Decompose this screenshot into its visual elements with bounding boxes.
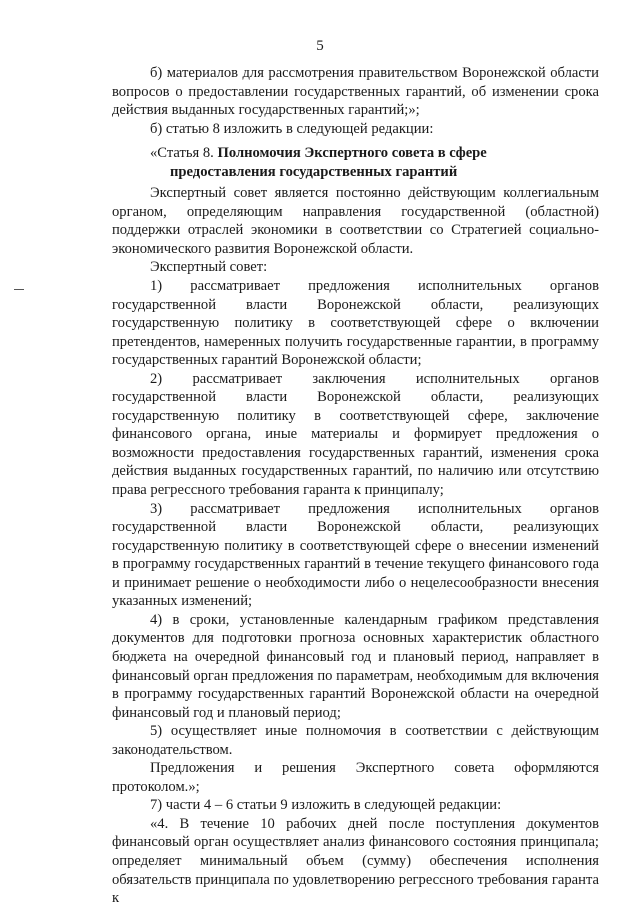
paragraph: б) материалов для рассмотрения правительством Воронежской области вопросов о предоставлении государственных гарантий, об изменении срока действия выданных государственных гарантий;»;	[112, 65, 599, 119]
paragraph: Предложения и решения Экспертного совета оформляются протоколом.»;	[112, 760, 599, 795]
list-item: 2) рассматривает заключения исполнительных органов государственной власти Воронежской области, реализующих государственную политику в соответствующей сфере, заключение финансового органа, иные материалы и формирует предложения о возможности предоставления государственных гарантий, изменения срока действия выданных государственных гарантий, по наличию или отсутствию права регрессного требования гаранта к принципалу;	[112, 370, 599, 499]
article-heading	[112, 144, 599, 181]
page-number: 5	[316, 38, 324, 54]
paragraph: 7) части 4 – 6 статьи 9 изложить в следующей редакции:	[150, 797, 502, 814]
article-prefix: «Статья 8.	[150, 145, 218, 162]
list-item: 4) в сроки, установленные календарным графиком представления документов для подготовки прогноза основных характеристик областного бюджета на очередной финансовый год и плановый период, направляет в финансовый орган предложения по параметрам, необходимым для включения в программу государственных гарантий Воронежской области на очередной финансовый год и плановый период;	[112, 611, 599, 721]
article-title-line2: предоставления государственных гарантий	[170, 163, 458, 180]
paragraph: «4. В течение 10 рабочих дней после поступления документов финансовый орган осуществляет анализ финансового состояния принципала; определяет минимальный объем (сумму) обеспечения исполнения обязательств принципала по удовлетворению регрессного требования гаранта к	[112, 815, 599, 907]
margin-mark	[14, 289, 24, 290]
article-title-line1: Полномочия Экспертного совета в сфере	[217, 145, 487, 162]
document-body	[112, 64, 599, 908]
paragraph: Экспертный совет:	[150, 259, 268, 276]
list-item: 3) рассматривает предложения исполнительных органов государственной власти Воронежской области, реализующих государственную политику в соответствующей сфере о внесении изменений в программу государственных гарантий в течение текущего финансового года и принимает решение о необходимости либо о нецелесообразности внесения указанных изменений;	[112, 500, 599, 610]
paragraph: б) статью 8 изложить в следующей редакции:	[150, 120, 434, 137]
list-item: 5) осуществляет иные полномочия в соответствии с действующим законодательством.	[112, 723, 599, 758]
list-item: 1) рассматривает предложения исполнительных органов государственной власти Воронежской области, реализующих государственную политику в соответствующей сфере о включении претендентов, намеренных получить государственные гарантии, в программу государственных гарантий Воронежской области;	[112, 278, 599, 369]
paragraph: Экспертный совет является постоянно действующим коллегиальным органом, определяющим направления государственной (областной) поддержки отраслей экономики в соответствии со Стратегией социально-экономического развития Воронежской области.	[112, 185, 599, 257]
